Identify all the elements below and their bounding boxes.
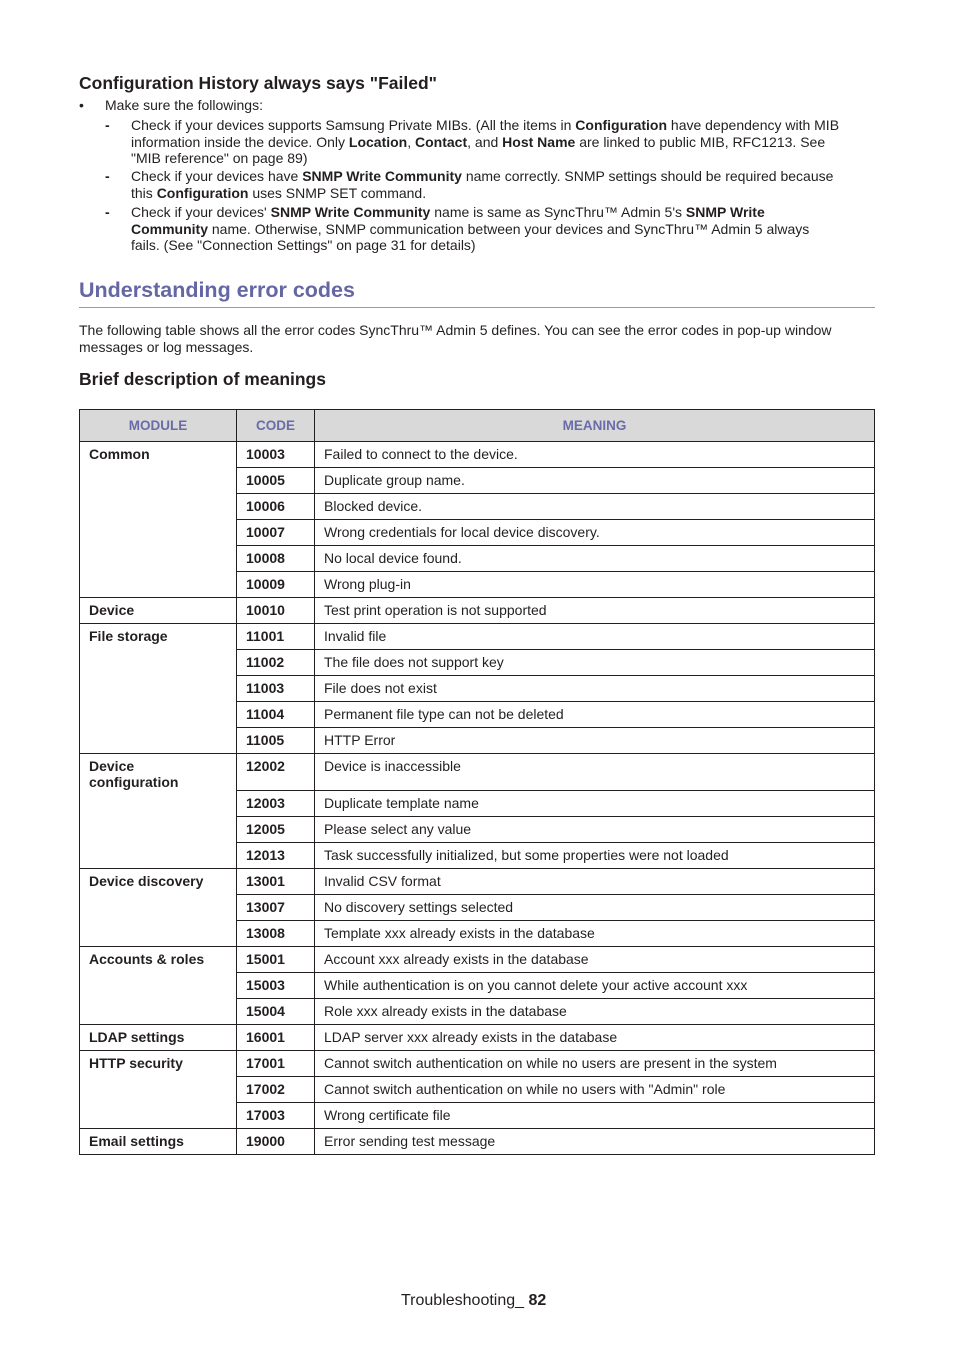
table-header-row bbox=[80, 410, 875, 442]
table-row bbox=[80, 754, 875, 791]
meaning-cell: Blocked device. bbox=[315, 494, 875, 520]
page-heading: Understanding error codes bbox=[79, 278, 355, 302]
code-cell: 11002 bbox=[237, 650, 315, 676]
sub-item-line bbox=[131, 134, 875, 151]
table-row bbox=[80, 676, 875, 702]
meaning-cell: Wrong certificate file bbox=[315, 1102, 875, 1128]
code-cell: 12013 bbox=[237, 842, 315, 868]
sub-heading: Brief description of meanings bbox=[79, 369, 326, 389]
meaning-cell: Wrong plug-in bbox=[315, 572, 875, 598]
sub-item-line bbox=[131, 204, 875, 221]
module-cell bbox=[80, 1128, 237, 1154]
sub-item bbox=[105, 117, 875, 167]
bold-term: SNMP Write Community bbox=[302, 168, 462, 184]
meaning-cell: Task successfully initialized, but some properties were not loaded bbox=[315, 842, 875, 868]
sub-item bbox=[105, 168, 875, 201]
code-cell: 11005 bbox=[237, 728, 315, 754]
module-cell bbox=[80, 998, 237, 1024]
meaning-cell: While authentication is on you cannot delete your active account xxx bbox=[315, 972, 875, 998]
module-cell bbox=[80, 1076, 237, 1102]
table-row bbox=[80, 790, 875, 816]
meaning-cell: Duplicate template name bbox=[315, 790, 875, 816]
error-code-table bbox=[79, 409, 875, 1155]
code-cell: 13008 bbox=[237, 920, 315, 946]
code-cell: 16001 bbox=[237, 1024, 315, 1050]
module-cell bbox=[80, 972, 237, 998]
module-cell bbox=[80, 572, 237, 598]
sub-item-line bbox=[131, 221, 875, 238]
meaning-cell: Test print operation is not supported bbox=[315, 598, 875, 624]
page-number: 82 bbox=[528, 1292, 547, 1309]
sub-item-line bbox=[131, 150, 875, 167]
meaning-cell: Invalid file bbox=[315, 624, 875, 650]
code-cell: 11001 bbox=[237, 624, 315, 650]
module-cell bbox=[80, 624, 237, 650]
meaning-cell: Invalid CSV format bbox=[315, 868, 875, 894]
table-row bbox=[80, 442, 875, 468]
sub-item-line bbox=[131, 168, 875, 185]
bold-term: Configuration bbox=[156, 184, 249, 201]
text-run: "MIB reference" on page 89) bbox=[131, 150, 308, 166]
code-cell: 15001 bbox=[237, 946, 315, 972]
sub-item-line bbox=[131, 117, 875, 134]
module-cell bbox=[80, 494, 237, 520]
sub-item-line bbox=[131, 237, 875, 254]
meaning-cell: No local device found. bbox=[315, 546, 875, 572]
code-cell: 10007 bbox=[237, 520, 315, 546]
page-footer bbox=[401, 1292, 546, 1310]
module-cell bbox=[80, 754, 237, 791]
table-row bbox=[80, 728, 875, 754]
module-cell bbox=[80, 790, 237, 816]
dash-marker: - bbox=[105, 117, 110, 133]
meaning-cell: Role xxx already exists in the database bbox=[315, 998, 875, 1024]
module-cell bbox=[80, 868, 237, 894]
table-row bbox=[80, 494, 875, 520]
bold-term: SNMP Write bbox=[685, 204, 765, 220]
table-row bbox=[80, 1076, 875, 1102]
intro-paragraph bbox=[79, 322, 875, 356]
bold-term: SNMP Write Community bbox=[270, 204, 431, 220]
text-run: name is same as SyncThru™ Admin 5's bbox=[430, 204, 686, 220]
footer-label: Troubleshooting_ bbox=[401, 1292, 529, 1309]
module-cell bbox=[80, 598, 237, 624]
meaning-cell: Cannot switch authentication on while no users with "Admin" role bbox=[315, 1076, 875, 1102]
module-cell bbox=[80, 816, 237, 842]
table-row bbox=[80, 816, 875, 842]
text-run: Check if your devices supports Samsung Private MIBs. (All the items in bbox=[131, 117, 576, 133]
code-cell: 19000 bbox=[237, 1128, 315, 1154]
bold-term: Community bbox=[131, 220, 208, 237]
module-cell bbox=[80, 842, 237, 868]
table-row bbox=[80, 894, 875, 920]
intro-line: The following table shows all the error codes SyncThru™ Admin 5 defines. You can see the error codes in pop-up window bbox=[79, 322, 832, 338]
module-name: Common bbox=[89, 446, 150, 462]
heading-divider bbox=[79, 307, 875, 308]
bold-term: Configuration bbox=[575, 117, 668, 133]
text-run: , bbox=[407, 133, 416, 150]
code-cell: 11004 bbox=[237, 702, 315, 728]
code-cell: 10010 bbox=[237, 598, 315, 624]
text-run: fails. (See "Connection Settings" on page 31 for details) bbox=[131, 237, 476, 253]
code-cell: 13001 bbox=[237, 868, 315, 894]
sub-item bbox=[105, 204, 875, 254]
code-cell: 15003 bbox=[237, 972, 315, 998]
module-cell bbox=[80, 1102, 237, 1128]
sub-item-line bbox=[131, 185, 875, 202]
code-cell: 17002 bbox=[237, 1076, 315, 1102]
bold-term: Location bbox=[348, 133, 408, 150]
code-cell: 12003 bbox=[237, 790, 315, 816]
dash-marker: - bbox=[105, 204, 110, 220]
text-run: name. Otherwise, SNMP communication between your devices and SyncThru™ Admin 5 always bbox=[208, 220, 810, 237]
module-cell bbox=[80, 468, 237, 494]
table-row bbox=[80, 572, 875, 598]
meaning-cell: Error sending test message bbox=[315, 1128, 875, 1154]
column-header-meaning: MEANING bbox=[315, 410, 875, 442]
text-run: are linked to public MIB, RFC1213. See bbox=[575, 133, 826, 150]
table-row bbox=[80, 650, 875, 676]
table-row bbox=[80, 1102, 875, 1128]
module-cell bbox=[80, 1024, 237, 1050]
text-run: Check if your devices' bbox=[131, 204, 271, 220]
text-run: have dependency with MIB bbox=[667, 117, 840, 133]
text-run: , and bbox=[467, 133, 503, 150]
module-name: File storage bbox=[89, 628, 168, 644]
table-row bbox=[80, 468, 875, 494]
table-row bbox=[80, 624, 875, 650]
code-cell: 10006 bbox=[237, 494, 315, 520]
meaning-cell: File does not exist bbox=[315, 676, 875, 702]
module-name: Device bbox=[89, 758, 135, 774]
module-name: LDAP settings bbox=[89, 1028, 185, 1045]
table-row bbox=[80, 998, 875, 1024]
meaning-cell: The file does not support key bbox=[315, 650, 875, 676]
code-cell: 10009 bbox=[237, 572, 315, 598]
dash-marker: - bbox=[105, 168, 110, 184]
module-cell bbox=[80, 920, 237, 946]
code-cell: 17001 bbox=[237, 1050, 315, 1076]
meaning-cell: Cannot switch authentication on while no users are present in the system bbox=[315, 1050, 875, 1076]
table-row bbox=[80, 842, 875, 868]
meaning-cell: No discovery settings selected bbox=[315, 894, 875, 920]
table-row bbox=[80, 702, 875, 728]
code-cell: 12002 bbox=[237, 754, 315, 791]
table-row bbox=[80, 1050, 875, 1076]
table-row bbox=[80, 520, 875, 546]
module-cell bbox=[80, 1050, 237, 1076]
module-name: Email settings bbox=[89, 1132, 184, 1149]
text-run: name correctly. SNMP settings should be required because bbox=[461, 168, 834, 184]
code-cell: 12005 bbox=[237, 816, 315, 842]
table-row bbox=[80, 868, 875, 894]
module-name: Device discovery bbox=[89, 872, 204, 889]
text-run: this bbox=[131, 184, 157, 201]
meaning-cell: HTTP Error bbox=[315, 728, 875, 754]
module-cell bbox=[80, 520, 237, 546]
module-cell bbox=[80, 442, 237, 468]
text-run: Check if your devices have bbox=[131, 168, 303, 184]
bold-term: Host Name bbox=[502, 133, 576, 150]
text-run: information inside the device. Only bbox=[131, 133, 349, 150]
table-row bbox=[80, 920, 875, 946]
module-name: Accounts & roles bbox=[89, 950, 205, 967]
table-row bbox=[80, 598, 875, 624]
text-run: uses SNMP SET command. bbox=[248, 184, 427, 201]
module-name: HTTP security bbox=[89, 1054, 183, 1071]
code-cell: 17003 bbox=[237, 1102, 315, 1128]
module-name: Device bbox=[89, 602, 135, 618]
module-cell bbox=[80, 946, 237, 972]
column-header-code: CODE bbox=[237, 410, 315, 442]
meaning-cell: Wrong credentials for local device discovery. bbox=[315, 520, 875, 546]
module-cell bbox=[80, 702, 237, 728]
meaning-cell: Device is inaccessible bbox=[315, 754, 875, 791]
meaning-cell: Please select any value bbox=[315, 816, 875, 842]
meaning-cell: Account xxx already exists in the database bbox=[315, 946, 875, 972]
meaning-cell: Failed to connect to the device. bbox=[315, 442, 875, 468]
section-title: Configuration History always says "Failed" bbox=[79, 73, 437, 93]
code-cell: 15004 bbox=[237, 998, 315, 1024]
table-row bbox=[80, 1128, 875, 1154]
table-row bbox=[80, 946, 875, 972]
meaning-cell: Permanent file type can not be deleted bbox=[315, 702, 875, 728]
module-cell bbox=[80, 676, 237, 702]
module-cell bbox=[80, 546, 237, 572]
intro-line: messages or log messages. bbox=[79, 339, 254, 355]
meaning-cell: Duplicate group name. bbox=[315, 468, 875, 494]
code-cell: 11003 bbox=[237, 676, 315, 702]
table-row bbox=[80, 972, 875, 998]
table-row bbox=[80, 1024, 875, 1050]
code-cell: 10003 bbox=[237, 442, 315, 468]
code-cell: 13007 bbox=[237, 894, 315, 920]
module-cell bbox=[80, 728, 237, 754]
code-cell: 10005 bbox=[237, 468, 315, 494]
bold-term: Contact bbox=[415, 133, 468, 150]
module-name: configuration bbox=[89, 774, 179, 790]
meaning-cell: Template xxx already exists in the database bbox=[315, 920, 875, 946]
bullet-icon: • bbox=[79, 97, 84, 113]
module-cell bbox=[80, 650, 237, 676]
table-row bbox=[80, 546, 875, 572]
code-cell: 10008 bbox=[237, 546, 315, 572]
module-cell bbox=[80, 894, 237, 920]
column-header-module: MODULE bbox=[80, 410, 237, 442]
bullet-text: Make sure the followings: bbox=[105, 97, 263, 113]
meaning-cell: LDAP server xxx already exists in the database bbox=[315, 1024, 875, 1050]
